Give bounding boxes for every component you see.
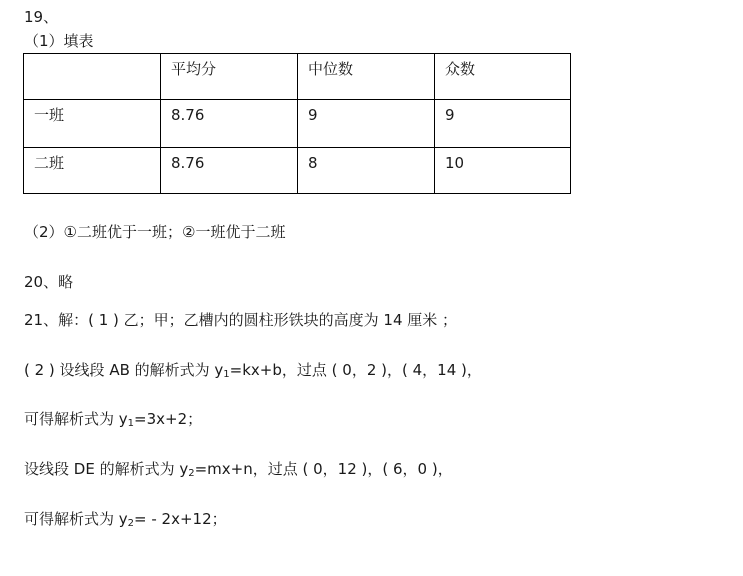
table-cell: 9 bbox=[435, 100, 571, 148]
table-cell: 8.76 bbox=[161, 148, 298, 194]
q21-line5 bbox=[24, 509, 227, 529]
table-cell: 一班 bbox=[24, 100, 161, 148]
q21-line2-sub: 1 bbox=[223, 369, 230, 380]
q19-part1-label: （1）填表 bbox=[24, 32, 94, 50]
q21-line3-post: =3x+2； bbox=[134, 410, 203, 428]
table-cell: 8.76 bbox=[161, 100, 298, 148]
q21-line2 bbox=[24, 360, 482, 380]
q19-heading: 19、 bbox=[24, 8, 59, 26]
q21-line4-post: =mx+n，过点 ( 0，12 )，( 6，0 )， bbox=[194, 460, 453, 478]
q21-line1: 21、解：( 1 ) 乙；甲；乙槽内的圆柱形铁块的高度为 14 厘米 ； bbox=[24, 311, 458, 329]
table-cell: 8 bbox=[298, 148, 435, 194]
q20-text: 20、略 bbox=[24, 273, 74, 291]
table-header-cell: 中位数 bbox=[298, 54, 435, 100]
q21-line3-sub: 1 bbox=[127, 418, 135, 429]
table-header-row bbox=[24, 54, 571, 100]
q21-line5-pre: 可得解析式为 y bbox=[24, 510, 128, 528]
table-row bbox=[24, 100, 571, 148]
table-header-cell: 平均分 bbox=[161, 54, 298, 100]
score-table bbox=[23, 53, 571, 194]
q21-line4-pre: 设线段 DE 的解析式为 y bbox=[24, 460, 189, 478]
table-cell: 10 bbox=[435, 148, 571, 194]
q21-line3 bbox=[24, 409, 202, 429]
table-cell: 9 bbox=[298, 100, 435, 148]
q19-part2: （2）①二班优于一班；②一班优于二班 bbox=[24, 223, 286, 241]
q21-line4 bbox=[24, 459, 453, 479]
q21-line2-post: =kx+b，过点 ( 0，2 )，( 4，14 )， bbox=[229, 361, 482, 379]
q21-line5-sub: 2 bbox=[127, 518, 135, 529]
q21-line4-sub: 2 bbox=[188, 468, 195, 479]
table-header-cell: 众数 bbox=[435, 54, 571, 100]
table-row bbox=[24, 148, 571, 194]
table-cell: 二班 bbox=[24, 148, 161, 194]
q21-line3-pre: 可得解析式为 y bbox=[24, 410, 128, 428]
table-header-cell bbox=[24, 54, 161, 100]
q21-line2-pre: ( 2 ) 设线段 AB 的解析式为 y bbox=[24, 361, 224, 379]
q21-line5-post: = - 2x+12； bbox=[134, 510, 227, 528]
